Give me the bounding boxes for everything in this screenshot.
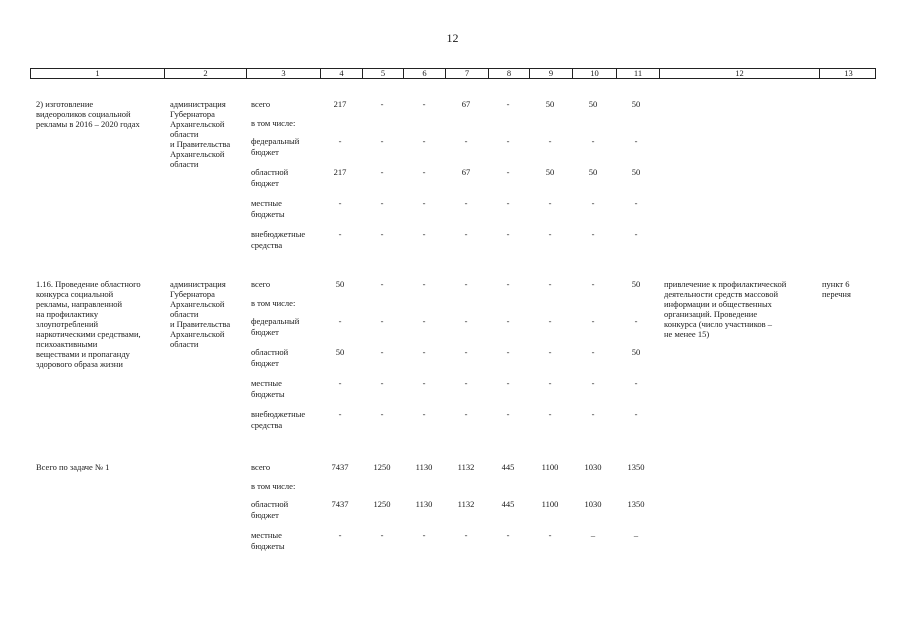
value-cell: - bbox=[591, 378, 595, 388]
value-cell: - bbox=[464, 229, 468, 239]
value-cell: - bbox=[464, 279, 468, 289]
activity-name-line: видеороликов социальной bbox=[36, 109, 131, 119]
executor-line: Губернатора bbox=[170, 289, 215, 299]
header-col-2: 2 bbox=[164, 69, 246, 78]
value-cell: 7437 bbox=[331, 499, 349, 509]
funding-source-label: бюджеты bbox=[251, 541, 285, 551]
funding-source-label: бюджет bbox=[251, 327, 279, 337]
funding-source-label: бюджеты bbox=[251, 209, 285, 219]
header-col-4: 4 bbox=[320, 69, 362, 78]
funding-source-label: областной bbox=[251, 499, 289, 509]
value-cell: - bbox=[506, 198, 510, 208]
header-col-7: 7 bbox=[445, 69, 488, 78]
value-cell: 7437 bbox=[331, 462, 349, 472]
funding-source-label: средства bbox=[251, 420, 283, 430]
value-cell: - bbox=[591, 136, 595, 146]
value-cell: 50 bbox=[335, 347, 345, 357]
value-cell: - bbox=[506, 167, 510, 177]
value-cell: - bbox=[548, 136, 552, 146]
value-cell: - bbox=[422, 136, 426, 146]
value-cell: - bbox=[380, 530, 384, 540]
value-cell: - bbox=[506, 279, 510, 289]
value-cell: - bbox=[548, 229, 552, 239]
value-cell: - bbox=[634, 198, 638, 208]
value-cell: – bbox=[633, 530, 639, 540]
value-cell: 67 bbox=[461, 167, 471, 177]
value-cell: - bbox=[464, 136, 468, 146]
value-cell: - bbox=[591, 229, 595, 239]
funding-source-label: федеральный bbox=[251, 316, 300, 326]
value-cell: 1350 bbox=[627, 462, 645, 472]
value-cell: - bbox=[422, 530, 426, 540]
result-line: конкурса (число участников – bbox=[664, 319, 773, 329]
value-cell: - bbox=[591, 198, 595, 208]
value-cell: - bbox=[338, 316, 342, 326]
value-cell: - bbox=[380, 378, 384, 388]
funding-source-label: местные bbox=[251, 530, 282, 540]
value-cell: - bbox=[548, 279, 552, 289]
value-cell: - bbox=[422, 229, 426, 239]
value-cell: - bbox=[548, 530, 552, 540]
funding-source-label: бюджет bbox=[251, 358, 279, 368]
value-cell: 50 bbox=[588, 167, 598, 177]
value-cell: - bbox=[548, 347, 552, 357]
value-cell: 1350 bbox=[627, 499, 645, 509]
value-cell: - bbox=[380, 279, 384, 289]
value-cell: - bbox=[464, 378, 468, 388]
value-cell: 1130 bbox=[415, 499, 433, 509]
executor-line: Архангельской bbox=[170, 329, 225, 339]
value-cell: - bbox=[380, 409, 384, 419]
activity-name-line: наркотическими средствами, bbox=[36, 329, 141, 339]
value-cell: - bbox=[591, 409, 595, 419]
value-cell: - bbox=[380, 136, 384, 146]
executor-line: Губернатора bbox=[170, 109, 215, 119]
value-cell: 217 bbox=[333, 99, 347, 109]
value-cell: 50 bbox=[631, 279, 641, 289]
executor-line: области bbox=[170, 129, 199, 139]
value-cell: 50 bbox=[545, 99, 555, 109]
executor-line: администрация bbox=[170, 279, 226, 289]
activity-name-line: 1.16. Проведение областного bbox=[36, 279, 141, 289]
value-cell: - bbox=[464, 347, 468, 357]
funding-source-label: всего bbox=[251, 279, 271, 289]
value-cell: - bbox=[634, 409, 638, 419]
value-cell: - bbox=[548, 409, 552, 419]
value-cell: 1030 bbox=[584, 499, 602, 509]
value-cell: - bbox=[506, 136, 510, 146]
funding-source-label: местные bbox=[251, 198, 282, 208]
value-cell: - bbox=[506, 347, 510, 357]
value-cell: 50 bbox=[588, 99, 598, 109]
value-cell: - bbox=[506, 378, 510, 388]
header-col-3: 3 bbox=[246, 69, 320, 78]
funding-source-label: в том числе: bbox=[251, 118, 296, 128]
value-cell: 1130 bbox=[415, 462, 433, 472]
value-cell: – bbox=[590, 530, 596, 540]
funding-source-label: внебюджетные bbox=[251, 229, 306, 239]
value-cell: 1132 bbox=[457, 462, 475, 472]
result-line: привлечение к профилактической bbox=[664, 279, 787, 289]
value-cell: - bbox=[506, 229, 510, 239]
value-cell: - bbox=[464, 198, 468, 208]
value-cell: - bbox=[338, 229, 342, 239]
executor-line: Архангельской bbox=[170, 149, 225, 159]
funding-source-label: бюджет bbox=[251, 178, 279, 188]
activity-name-line: психоактивными bbox=[36, 339, 98, 349]
value-cell: - bbox=[380, 198, 384, 208]
header-col-1: 1 bbox=[95, 68, 100, 78]
funding-source-label: в том числе: bbox=[251, 481, 296, 491]
value-cell: - bbox=[591, 316, 595, 326]
header-col-11: 11 bbox=[616, 69, 659, 78]
value-cell: - bbox=[548, 316, 552, 326]
value-cell: - bbox=[338, 136, 342, 146]
header-col-10: 10 bbox=[572, 69, 616, 78]
funding-source-label: федеральный bbox=[251, 136, 300, 146]
value-cell: 1030 bbox=[584, 462, 602, 472]
activity-name-line: здорового образа жизни bbox=[36, 359, 123, 369]
value-cell: - bbox=[422, 316, 426, 326]
value-cell: - bbox=[634, 316, 638, 326]
header-col-8: 8 bbox=[488, 69, 529, 78]
result-line: организаций. Проведение bbox=[664, 309, 758, 319]
funding-source-label: бюджет bbox=[251, 147, 279, 157]
value-cell: 217 bbox=[333, 167, 347, 177]
activity-name-line: злоупотреблений bbox=[36, 319, 99, 329]
table-header bbox=[30, 68, 876, 79]
value-cell: 50 bbox=[631, 347, 641, 357]
value-cell: - bbox=[591, 279, 595, 289]
header-col-6: 6 bbox=[403, 69, 445, 78]
value-cell: - bbox=[338, 198, 342, 208]
value-cell: - bbox=[422, 198, 426, 208]
funding-source-label: в том числе: bbox=[251, 298, 296, 308]
activity-name-line: на профилактику bbox=[36, 309, 99, 319]
value-cell: - bbox=[422, 378, 426, 388]
value-cell: 1250 bbox=[373, 462, 391, 472]
value-cell: 1100 bbox=[541, 499, 559, 509]
value-cell: - bbox=[380, 167, 384, 177]
value-cell: - bbox=[634, 229, 638, 239]
value-cell: 50 bbox=[631, 99, 641, 109]
value-cell: - bbox=[338, 530, 342, 540]
value-cell: - bbox=[506, 99, 510, 109]
value-cell: - bbox=[422, 99, 426, 109]
header-col-5: 5 bbox=[362, 69, 403, 78]
value-cell: - bbox=[380, 229, 384, 239]
activity-name-line: веществами и пропаганду bbox=[36, 349, 130, 359]
value-cell: - bbox=[422, 279, 426, 289]
value-cell: 445 bbox=[501, 499, 515, 509]
funding-source-label: всего bbox=[251, 99, 271, 109]
activity-name-line: 2) изготовление bbox=[36, 99, 94, 109]
value-cell: - bbox=[422, 409, 426, 419]
value-cell: - bbox=[464, 530, 468, 540]
funding-source-label: бюджет bbox=[251, 510, 279, 520]
funding-source-label: областной bbox=[251, 347, 289, 357]
reference-line: перечня bbox=[822, 289, 851, 299]
value-cell: - bbox=[380, 99, 384, 109]
value-cell: - bbox=[380, 316, 384, 326]
executor-line: и Правительства bbox=[170, 319, 231, 329]
executor-line: Архангельской bbox=[170, 299, 225, 309]
value-cell: 1100 bbox=[541, 462, 559, 472]
page-number: 12 bbox=[446, 31, 459, 45]
funding-source-label: внебюджетные bbox=[251, 409, 306, 419]
value-cell: 67 bbox=[461, 99, 471, 109]
activity-name-line: рекламы, направленной bbox=[36, 299, 123, 309]
funding-source-label: бюджеты bbox=[251, 389, 285, 399]
value-cell: - bbox=[380, 347, 384, 357]
executor-line: области bbox=[170, 309, 199, 319]
executor-line: и Правительства bbox=[170, 139, 231, 149]
value-cell: - bbox=[422, 167, 426, 177]
executor-line: области bbox=[170, 159, 199, 169]
value-cell: - bbox=[548, 378, 552, 388]
executor-line: администрация bbox=[170, 99, 226, 109]
result-line: не менее 15) bbox=[664, 329, 710, 339]
value-cell: - bbox=[591, 347, 595, 357]
value-cell: 50 bbox=[631, 167, 641, 177]
value-cell: 445 bbox=[501, 462, 515, 472]
header-col-9: 9 bbox=[529, 69, 572, 78]
activity-name-line: конкурса социальной bbox=[36, 289, 114, 299]
reference-line: пункт 6 bbox=[822, 279, 850, 289]
value-cell: 50 bbox=[545, 167, 555, 177]
value-cell: - bbox=[338, 409, 342, 419]
value-cell: - bbox=[634, 136, 638, 146]
value-cell: - bbox=[506, 409, 510, 419]
value-cell: - bbox=[422, 347, 426, 357]
value-cell: - bbox=[506, 316, 510, 326]
value-cell: 1250 bbox=[373, 499, 391, 509]
value-cell: 1132 bbox=[457, 499, 475, 509]
result-line: деятельности средств массовой bbox=[664, 289, 779, 299]
result-line: информации и общественных bbox=[664, 299, 772, 309]
value-cell: - bbox=[464, 409, 468, 419]
activity-name-line: рекламы в 2016 – 2020 годах bbox=[36, 119, 140, 129]
value-cell: - bbox=[464, 316, 468, 326]
value-cell: 50 bbox=[335, 279, 345, 289]
funding-source-label: средства bbox=[251, 240, 283, 250]
value-cell: - bbox=[338, 378, 342, 388]
header-col-13: 13 bbox=[819, 69, 877, 78]
header-col-12: 12 bbox=[659, 69, 819, 78]
funding-source-label: всего bbox=[251, 462, 271, 472]
executor-line: области bbox=[170, 339, 199, 349]
value-cell: - bbox=[634, 378, 638, 388]
funding-source-label: областной bbox=[251, 167, 289, 177]
funding-source-label: местные bbox=[251, 378, 282, 388]
activity-name-line: Всего по задаче № 1 bbox=[36, 462, 110, 472]
executor-line: Архангельской bbox=[170, 119, 225, 129]
value-cell: - bbox=[548, 198, 552, 208]
value-cell: - bbox=[506, 530, 510, 540]
